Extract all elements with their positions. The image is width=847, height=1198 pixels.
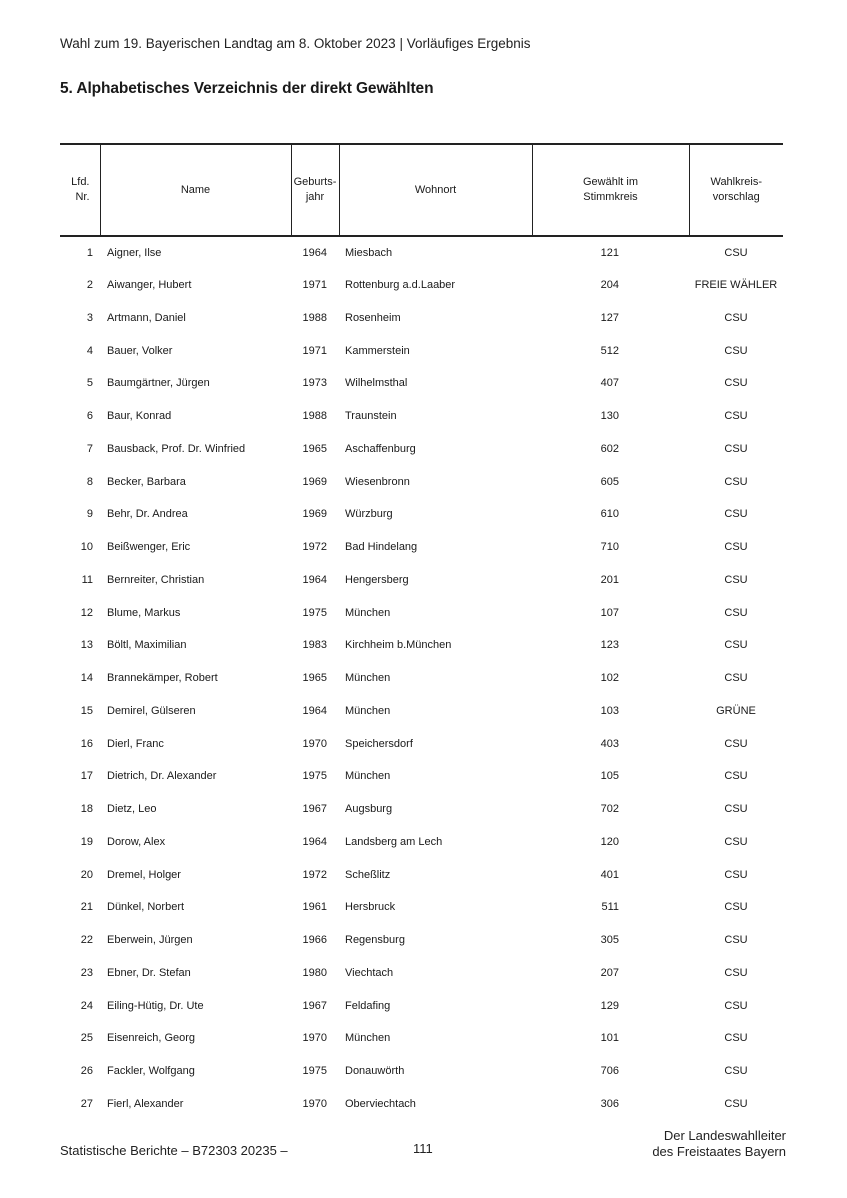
member-name: Beißwenger, Eric [107, 541, 191, 554]
table-row [60, 924, 783, 957]
table-row [60, 957, 783, 990]
constituency-number: 101 [600, 1032, 619, 1045]
birth-year: 1983 [302, 639, 327, 652]
constituency-number: 130 [600, 410, 619, 423]
residence: Oberviechtach [345, 1097, 416, 1110]
row-number: 13 [80, 639, 93, 652]
residence: Scheßlitz [345, 868, 391, 881]
constituency-number: 407 [600, 377, 619, 390]
residence: Bad Hindelang [345, 541, 418, 554]
row-number: 14 [80, 672, 93, 685]
birth-year: 1988 [302, 410, 327, 423]
constituency-number: 702 [600, 803, 619, 816]
nomination-party: CSU [724, 639, 748, 652]
table-row [60, 433, 783, 466]
row-number: 1 [86, 246, 93, 259]
member-name: Ebner, Dr. Stefan [107, 966, 191, 979]
column-header-residence: Wohnort [339, 144, 532, 236]
table-row [60, 498, 783, 531]
nomination-party: CSU [724, 835, 748, 848]
table-row [60, 236, 783, 269]
member-name: Dremel, Holger [107, 868, 181, 881]
residence: Kammerstein [345, 344, 410, 357]
column-header-birth-year: Geburts- jahr [291, 144, 339, 236]
table-row [60, 564, 783, 597]
constituency-number: 207 [600, 966, 619, 979]
member-name: Aiwanger, Hubert [107, 279, 192, 292]
column-header-constituency: Gewählt im Stimmkreis [532, 144, 689, 236]
row-number: 2 [86, 279, 93, 292]
nomination-party: GRÜNE [716, 704, 756, 717]
member-name: Fackler, Wolfgang [107, 1065, 195, 1078]
table-row [60, 465, 783, 498]
nomination-party: FREIE WÄHLER [694, 279, 778, 292]
birth-year: 1975 [302, 606, 327, 619]
birth-year: 1971 [302, 344, 327, 357]
residence: Würzburg [345, 508, 393, 521]
birth-year: 1967 [302, 999, 327, 1012]
residence: Speichersdorf [345, 737, 413, 750]
table-row [60, 1022, 783, 1055]
nomination-party: CSU [724, 377, 748, 390]
footer-series: Statistische Berichte – B72303 20235 – [60, 1143, 288, 1158]
birth-year: 1969 [302, 475, 327, 488]
nomination-party: CSU [724, 1097, 748, 1110]
table-row [60, 302, 783, 335]
member-name: Bausback, Prof. Dr. Winfried [107, 442, 246, 455]
constituency-number: 105 [600, 770, 619, 783]
birth-year: 1965 [302, 672, 327, 685]
residence: Feldafing [345, 999, 391, 1012]
elected-members-table [60, 143, 783, 1120]
table-row [60, 596, 783, 629]
row-number: 4 [86, 344, 93, 357]
residence: München [345, 770, 391, 783]
member-name: Behr, Dr. Andrea [107, 508, 188, 521]
constituency-number: 511 [601, 901, 619, 914]
row-number: 16 [80, 737, 93, 750]
constituency-number: 120 [600, 835, 619, 848]
member-name: Brannekämper, Robert [107, 672, 218, 685]
member-name: Artmann, Daniel [107, 311, 186, 324]
table-row [60, 531, 783, 564]
residence: München [345, 704, 391, 717]
nomination-party: CSU [724, 1032, 748, 1045]
nomination-party: CSU [724, 246, 748, 259]
row-number: 18 [80, 803, 93, 816]
constituency-number: 706 [600, 1065, 619, 1078]
birth-year: 1975 [302, 770, 327, 783]
nomination-party: CSU [724, 1065, 748, 1078]
member-name: Baur, Konrad [107, 410, 172, 423]
residence: Rosenheim [345, 311, 401, 324]
residence: München [345, 1032, 391, 1045]
column-header-lfd-nr: Lfd. Nr. [60, 144, 100, 236]
member-name: Eisenreich, Georg [107, 1032, 196, 1045]
row-number: 17 [80, 770, 93, 783]
residence: München [345, 672, 391, 685]
constituency-number: 107 [600, 606, 619, 619]
residence: Augsburg [345, 803, 393, 816]
column-header-name: Name [100, 144, 291, 236]
row-number: 21 [80, 901, 93, 914]
member-name: Blume, Markus [107, 606, 181, 619]
nomination-party: CSU [724, 999, 748, 1012]
birth-year: 1967 [302, 803, 327, 816]
residence: Wilhelmsthal [345, 377, 408, 390]
member-name: Demirel, Gülseren [107, 704, 196, 717]
member-name: Dünkel, Norbert [107, 901, 185, 914]
birth-year: 1964 [302, 704, 327, 717]
constituency-number: 306 [600, 1097, 619, 1110]
table-row [60, 760, 783, 793]
nomination-party: CSU [724, 541, 748, 554]
row-number: 10 [80, 541, 93, 554]
row-number: 6 [86, 410, 93, 423]
birth-year: 1970 [302, 1032, 327, 1045]
row-number: 27 [80, 1097, 93, 1110]
table-row [60, 400, 783, 433]
table-row [60, 629, 783, 662]
residence: Landsberg am Lech [345, 835, 443, 848]
footer-authority: Der Landeswahlleiter des Freistaates Bayern [652, 1128, 786, 1159]
nomination-party: CSU [724, 442, 748, 455]
birth-year: 1970 [302, 1097, 327, 1110]
member-name: Dorow, Alex [107, 835, 166, 848]
member-name: Eiling-Hütig, Dr. Ute [107, 999, 204, 1012]
constituency-number: 204 [600, 279, 619, 292]
table-row [60, 858, 783, 891]
birth-year: 1970 [302, 737, 327, 750]
birth-year: 1964 [302, 835, 327, 848]
residence: Wiesenbronn [345, 475, 410, 488]
member-name: Dietz, Leo [107, 803, 157, 816]
residence: Hersbruck [345, 901, 396, 914]
nomination-party: CSU [724, 606, 748, 619]
birth-year: 1961 [302, 901, 327, 914]
column-header-nomination: Wahlkreis- vorschlag [689, 144, 783, 236]
birth-year: 1972 [302, 541, 327, 554]
row-number: 3 [86, 311, 93, 324]
residence: München [345, 606, 391, 619]
row-number: 22 [80, 934, 93, 947]
row-number: 19 [80, 835, 93, 848]
birth-year: 1972 [302, 868, 327, 881]
constituency-number: 123 [600, 639, 619, 652]
table-row [60, 989, 783, 1022]
table-row [60, 662, 783, 695]
nomination-party: CSU [724, 410, 748, 423]
table-row [60, 727, 783, 760]
member-name: Bauer, Volker [107, 344, 173, 357]
constituency-number: 403 [600, 737, 619, 750]
page-number: 111 [413, 1141, 433, 1156]
table-row [60, 793, 783, 826]
table-row [60, 334, 783, 367]
constituency-number: 602 [600, 442, 619, 455]
member-name: Fierl, Alexander [107, 1097, 184, 1110]
constituency-number: 129 [600, 999, 619, 1012]
row-number: 23 [80, 966, 93, 979]
table-row [60, 826, 783, 859]
row-number: 15 [80, 704, 93, 717]
residence: Traunstein [345, 410, 397, 423]
row-number: 11 [81, 573, 93, 586]
nomination-party: CSU [724, 573, 748, 586]
nomination-party: CSU [724, 868, 748, 881]
birth-year: 1980 [302, 966, 327, 979]
residence: Viechtach [345, 966, 394, 979]
constituency-number: 512 [600, 344, 619, 357]
member-name: Eberwein, Jürgen [107, 934, 193, 947]
table-row [60, 891, 783, 924]
row-number: 24 [80, 999, 93, 1012]
table-row [60, 367, 783, 400]
birth-year: 1975 [302, 1065, 327, 1078]
constituency-number: 102 [600, 672, 619, 685]
member-name: Becker, Barbara [107, 475, 186, 488]
birth-year: 1965 [302, 442, 327, 455]
residence: Aschaffenburg [345, 442, 416, 455]
constituency-number: 201 [600, 573, 619, 586]
table-row [60, 695, 783, 728]
residence: Miesbach [345, 246, 393, 259]
constituency-number: 127 [600, 311, 619, 324]
birth-year: 1966 [302, 934, 327, 947]
row-number: 12 [80, 606, 93, 619]
nomination-party: CSU [724, 770, 748, 783]
member-name: Bernreiter, Christian [107, 573, 205, 586]
nomination-party: CSU [724, 934, 748, 947]
constituency-number: 610 [600, 508, 619, 521]
table-header-row [60, 144, 783, 236]
constituency-number: 305 [600, 934, 619, 947]
birth-year: 1971 [302, 279, 327, 292]
row-number: 9 [86, 508, 93, 521]
row-number: 26 [80, 1065, 93, 1078]
row-number: 5 [86, 377, 93, 390]
constituency-number: 401 [600, 868, 619, 881]
birth-year: 1964 [302, 246, 327, 259]
constituency-number: 710 [600, 541, 619, 554]
nomination-party: CSU [724, 901, 748, 914]
residence: Kirchheim b.München [345, 639, 452, 652]
row-number: 20 [80, 868, 93, 881]
birth-year: 1969 [302, 508, 327, 521]
nomination-party: CSU [724, 672, 748, 685]
residence: Hengersberg [345, 573, 409, 586]
member-name: Böltl, Maximilian [107, 639, 187, 652]
nomination-party: CSU [724, 311, 748, 324]
birth-year: 1964 [302, 573, 327, 586]
member-name: Aigner, Ilse [107, 246, 162, 259]
member-name: Dierl, Franc [107, 737, 164, 750]
nomination-party: CSU [724, 803, 748, 816]
birth-year: 1973 [302, 377, 327, 390]
nomination-party: CSU [724, 475, 748, 488]
running-header: Wahl zum 19. Bayerischen Landtag am 8. Oktober 2023 | Vorläufiges Ergebnis [60, 36, 531, 51]
table-row [60, 1088, 783, 1121]
member-name: Baumgärtner, Jürgen [107, 377, 210, 390]
section-title: 5. Alphabetisches Verzeichnis der direkt Gewählten [60, 80, 434, 97]
table-row [60, 1055, 783, 1088]
constituency-number: 121 [600, 246, 619, 259]
nomination-party: CSU [724, 508, 748, 521]
residence: Rottenburg a.d.Laaber [345, 279, 456, 292]
nomination-party: CSU [724, 966, 748, 979]
member-name: Dietrich, Dr. Alexander [107, 770, 217, 783]
constituency-number: 103 [600, 704, 619, 717]
row-number: 25 [80, 1032, 93, 1045]
residence: Regensburg [345, 934, 405, 947]
table-row [60, 269, 783, 302]
row-number: 8 [86, 475, 93, 488]
residence: Donauwörth [345, 1065, 405, 1078]
birth-year: 1988 [302, 311, 327, 324]
row-number: 7 [86, 442, 93, 455]
nomination-party: CSU [724, 737, 748, 750]
nomination-party: CSU [724, 344, 748, 357]
constituency-number: 605 [600, 475, 619, 488]
